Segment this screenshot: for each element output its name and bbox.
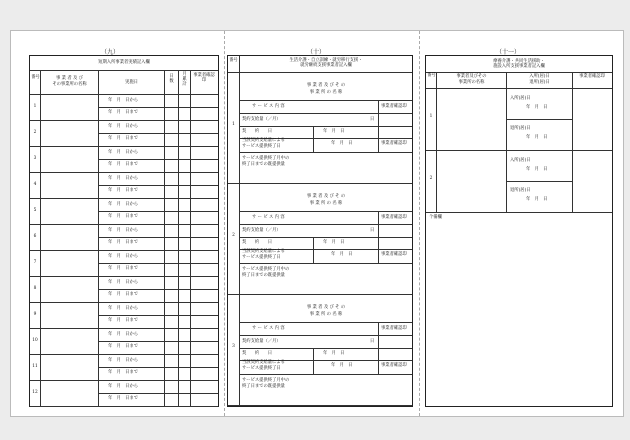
fold-line-2 (419, 31, 420, 416)
s11-row-line (426, 212, 612, 213)
s11-out-label: 退所(居)日 (510, 188, 531, 193)
s11-out-date: 年 月 日 (526, 197, 548, 202)
s9-date-to: 年 月 日まで (108, 396, 139, 401)
s9-row-line (30, 224, 218, 225)
document-sheet (10, 30, 624, 417)
s11-row-number: 1 (429, 114, 433, 119)
s9-row-line (30, 380, 218, 381)
s9-date-to: 年 月 日まで (108, 214, 139, 219)
s10-contract-label: 契約支給量（／月） (242, 117, 281, 122)
s10-provider-label: 事 業 者 及 び そ の 事 業 所 の 名 称 (306, 305, 346, 317)
s10-used-label: サービス提供終了月中の 終了日までの既提供量 (242, 156, 290, 167)
s9-row-mid-line (98, 393, 218, 394)
s10-provider-label: 事 業 者 及 び そ の 事 業 所 の 名 称 (306, 194, 346, 206)
s9-date-to: 年 月 日まで (108, 110, 139, 115)
s10-line (239, 322, 412, 323)
section-11-panel (425, 55, 613, 407)
s10-line (239, 100, 412, 101)
s10-contract-date: 年 月 日 (323, 351, 345, 356)
s10-service-label: サ ー ビ ス 内 容 (252, 326, 285, 331)
s9-row-number: 6 (33, 234, 37, 239)
s9-row-line (30, 146, 218, 147)
s10-end-date: 年 月 日 (331, 363, 353, 368)
s9-row-mid-line (98, 341, 218, 342)
s9-header-provider: 事 業 者 及 び その事業所の名称 (52, 76, 87, 87)
section-10-number: （十） (307, 49, 326, 56)
s10-contract-date-label: 契 約 日 (242, 351, 273, 356)
s9-header-days: 日数 (169, 74, 174, 84)
section-11-number: （十一） (496, 49, 521, 56)
s10-end-label: 当該契約支給量による サービス提供終了日 (242, 138, 285, 149)
s9-row-mid-line (98, 289, 218, 290)
s11-notes-label: 个備欄 (429, 215, 442, 220)
s9-row-mid-line (98, 315, 218, 316)
s9-row-mid-line (98, 133, 218, 134)
s9-row-line (30, 250, 218, 251)
s10-vline (313, 126, 314, 152)
s9-date-from: 年 月 日から (108, 306, 139, 311)
s10-line (239, 224, 412, 225)
s11-in-date: 年 月 日 (526, 105, 548, 110)
s9-row-number: 11 (32, 364, 38, 369)
s9-row-mid-line (98, 211, 218, 212)
s9-date-to: 年 月 日まで (108, 292, 139, 297)
s10-line (239, 237, 412, 238)
s10-contract-date: 年 月 日 (323, 240, 345, 245)
s11-in-date: 年 月 日 (526, 167, 548, 172)
s9-row-line (30, 354, 218, 355)
s9-row-line (30, 406, 218, 407)
s10-block-number: 2 (232, 233, 235, 238)
s10-end-label: 当該契約支給量による サービス提供終了日 (242, 249, 285, 260)
s10-block-line (228, 294, 412, 295)
section-9-title: 短期入所事業者実績記入欄 (98, 60, 150, 65)
section-10-panel (227, 55, 413, 407)
s11-mid-line (506, 119, 572, 120)
s10-block-line (228, 183, 412, 184)
s11-out-label: 退所(居)日 (510, 126, 531, 131)
fold-line-1 (224, 31, 225, 416)
s10-line (239, 113, 412, 114)
s10-end-label: 当該契約支給量による サービス提供終了日 (242, 360, 285, 371)
s10-vline (378, 211, 379, 263)
s10-block-number: 1 (232, 122, 235, 127)
s9-row-line (30, 328, 218, 329)
s9-date-from: 年 月 日から (108, 124, 139, 129)
s9-date-to: 年 月 日まで (108, 162, 139, 167)
s9-header-confirm: 事業者確認印 (193, 73, 215, 83)
s9-date-to: 年 月 日まで (108, 188, 139, 193)
s10-block-line (228, 405, 412, 406)
s9-row-line (30, 172, 218, 173)
section-9-number: （九） (101, 49, 120, 56)
s9-header-monthly: 月累計 (182, 72, 187, 87)
s9-row-number: 5 (33, 208, 37, 213)
s10-contract-label: 契約支給量（／月） (242, 339, 281, 344)
s9-row-number: 1 (33, 104, 37, 109)
s9-date-from: 年 月 日から (108, 150, 139, 155)
s10-line (239, 263, 412, 264)
s10-contract-date-label: 契 約 日 (242, 129, 273, 134)
s10-contract-day: 日 (370, 339, 375, 344)
s9-row-line (30, 198, 218, 199)
s9-row-number: 3 (33, 156, 37, 161)
s9-row-number: 10 (32, 338, 38, 343)
s10-contract-label: 契約支給量（／月） (242, 228, 281, 233)
s9-date-from: 年 月 日から (108, 332, 139, 337)
s10-end-date: 年 月 日 (331, 141, 353, 146)
s10-used-label: サービス提供終了月中の 終了日までの既提供量 (242, 378, 290, 389)
s9-row-mid-line (98, 159, 218, 160)
s10-confirm-1: 事業者確認印 (381, 326, 407, 331)
s9-header-date: 実施日 (125, 80, 138, 85)
s10-contract-day: 日 (370, 228, 375, 233)
s11-in-label: 入所(居)日 (510, 96, 531, 101)
s11-header-no: 番号 (427, 73, 436, 78)
section-11-title: 療養介護・共同生活援助・ 施設入所支援事業者記入欄 (493, 59, 545, 70)
s10-vline (313, 237, 314, 263)
s9-row-number: 12 (32, 390, 38, 395)
s10-service-label: サ ー ビ ス 内 容 (252, 215, 285, 220)
s10-confirm-1: 事業者確認印 (381, 215, 407, 220)
s10-service-label: サ ー ビ ス 内 容 (252, 104, 285, 109)
s10-block-number: 3 (232, 344, 235, 349)
s9-row-number: 8 (33, 286, 37, 291)
s9-row-number: 2 (33, 130, 37, 135)
s10-line (239, 374, 412, 375)
s10-provider-label: 事 業 者 及 び そ の 事 業 所 の 名 称 (306, 83, 346, 95)
s9-date-to: 年 月 日まで (108, 136, 139, 141)
s9-date-from: 年 月 日から (108, 384, 139, 389)
section-9-panel (29, 55, 219, 407)
s10-used-label: サービス提供終了月中の 終了日までの既提供量 (242, 267, 290, 278)
s9-row-number: 4 (33, 182, 37, 187)
s10-line (239, 211, 412, 212)
s10-confirm-2: 事業者確認印 (381, 363, 407, 368)
s9-date-from: 年 月 日から (108, 228, 139, 233)
s10-contract-day: 日 (370, 117, 375, 122)
s9-row-mid-line (98, 367, 218, 368)
s11-row-number: 2 (429, 176, 433, 181)
s9-date-from: 年 月 日から (108, 202, 139, 207)
s11-header-dates: 入所(居)日 退所(居)日 (529, 74, 550, 85)
s10-confirm-1: 事業者確認印 (381, 104, 407, 109)
s11-out-date: 年 月 日 (526, 135, 548, 140)
s10-confirm-2: 事業者確認印 (381, 141, 407, 146)
s10-line (239, 152, 412, 153)
s9-date-to: 年 月 日まで (108, 318, 139, 323)
s9-row-mid-line (98, 185, 218, 186)
s10-vline (313, 348, 314, 374)
s9-row-mid-line (98, 237, 218, 238)
s9-date-to: 年 月 日まで (108, 266, 139, 271)
s11-header-provider: 事業者及びその 事業所の名称 (456, 74, 487, 85)
s10-contract-date: 年 月 日 (323, 129, 345, 134)
section-10-title: 生活介護・自立訓練・就労移行支援・ 就労継続支援事業者記入欄 (289, 58, 363, 69)
s9-date-from: 年 月 日から (108, 358, 139, 363)
s9-date-from: 年 月 日から (108, 254, 139, 259)
s10-line (239, 348, 412, 349)
s10-vline (378, 100, 379, 152)
s9-date-to: 年 月 日まで (108, 240, 139, 245)
s9-date-from: 年 月 日から (108, 98, 139, 103)
s11-header-confirm: 事業者確認印 (579, 74, 605, 79)
s9-row-line (30, 302, 218, 303)
s9-row-line (30, 276, 218, 277)
s9-date-from: 年 月 日から (108, 280, 139, 285)
s11-in-label: 入所(居)日 (510, 158, 531, 163)
s9-row-mid-line (98, 107, 218, 108)
s10-end-date: 年 月 日 (331, 252, 353, 257)
s9-row-line (30, 120, 218, 121)
s11-row-line (426, 150, 612, 151)
s10-line (239, 126, 412, 127)
s9-row-mid-line (98, 263, 218, 264)
s10-header-no: 番号 (229, 58, 238, 63)
s11-mid-line (506, 181, 572, 182)
s10-contract-date-label: 契 約 日 (242, 240, 273, 245)
s9-row-number: 9 (33, 312, 37, 317)
s9-date-from: 年 月 日から (108, 176, 139, 181)
s10-vline (378, 322, 379, 374)
s10-line (239, 335, 412, 336)
s9-date-to: 年 月 日まで (108, 370, 139, 375)
s9-date-to: 年 月 日まで (108, 344, 139, 349)
s9-header-no: 番号 (31, 75, 40, 80)
s9-row-number: 7 (33, 260, 37, 265)
s10-confirm-2: 事業者確認印 (381, 252, 407, 257)
